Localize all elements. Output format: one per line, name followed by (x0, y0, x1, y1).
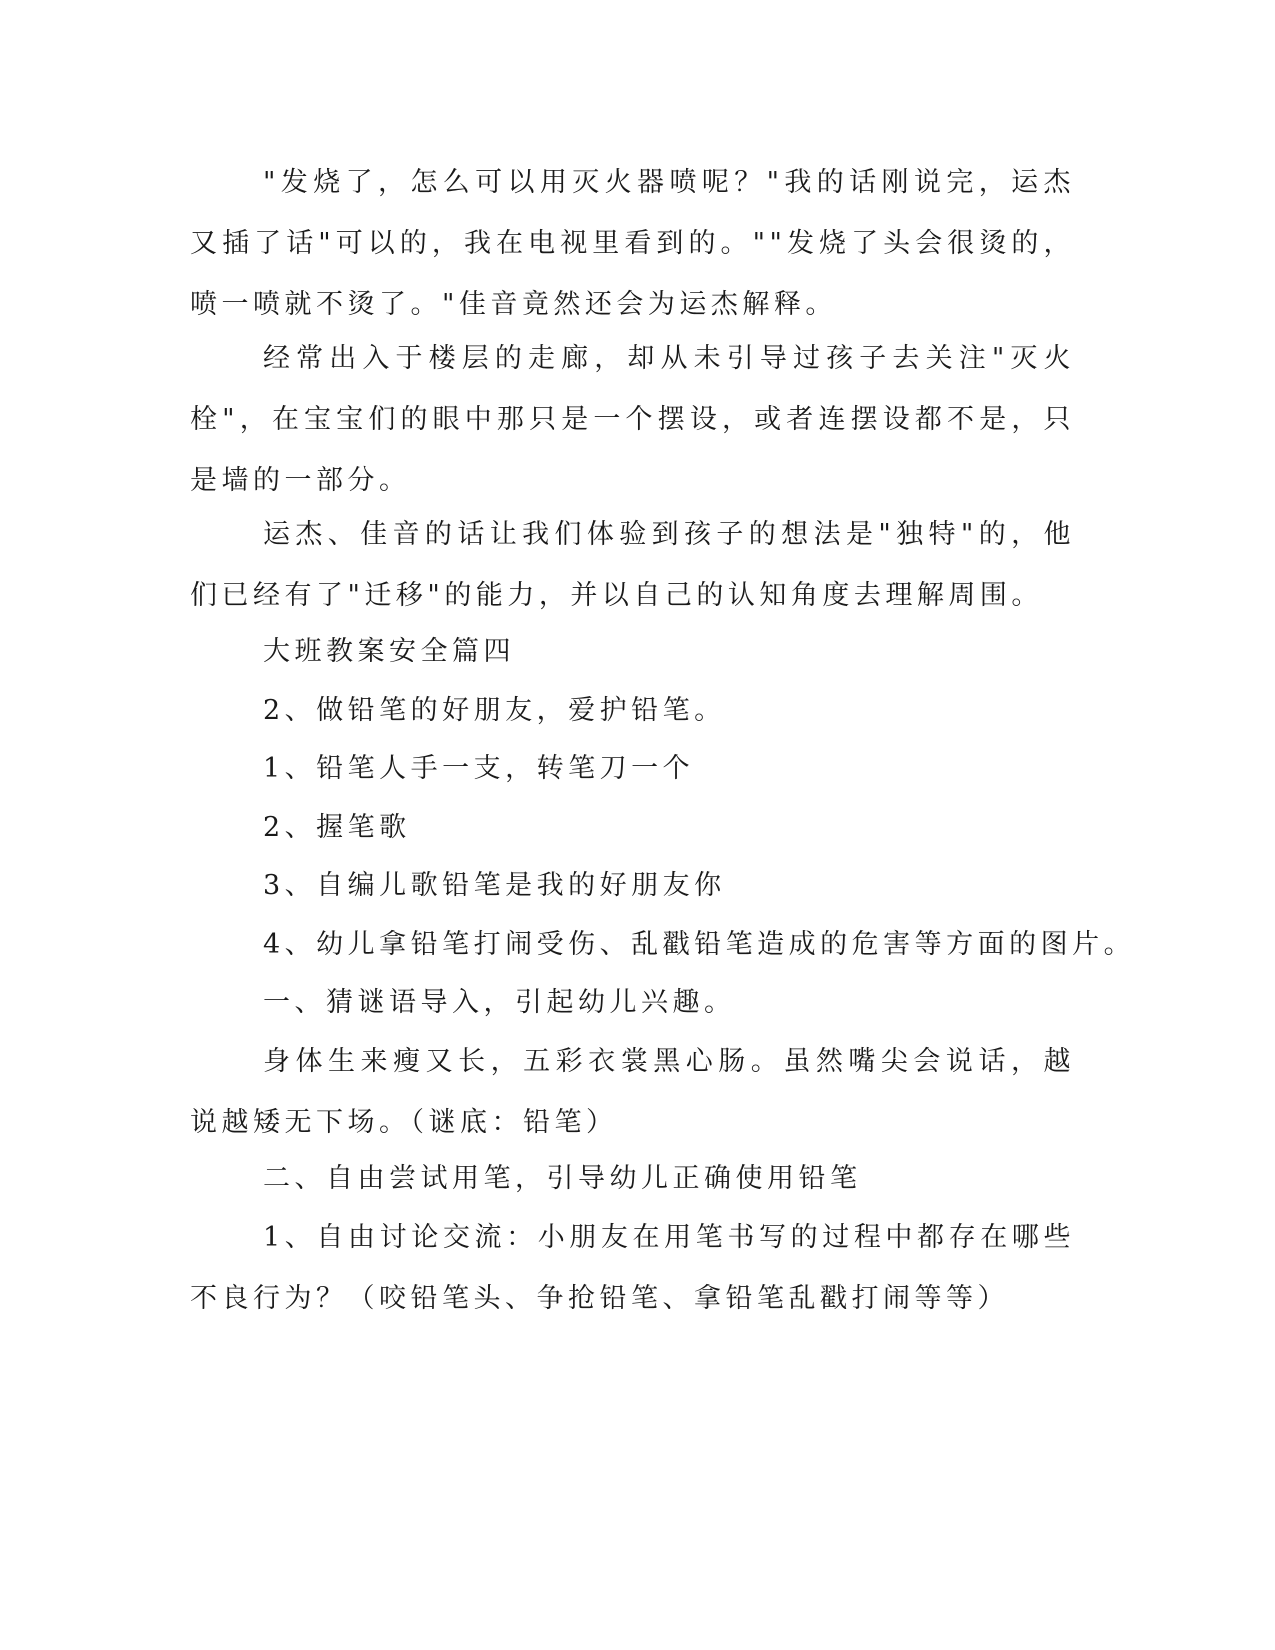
step-heading-try-pencil: 二、自由尝试用笔，引导幼儿正确使用铅笔 (263, 1163, 862, 1194)
paragraph-unique-thinking: 运杰、佳音的话让我们体验到孩子的想法是"独特"的，他们已经有了"迁移"的能力，并以自己的认知角度去理解周围。 (190, 519, 1075, 611)
list-item-material-1: 1、铅笔人手一支，转笔刀一个 (263, 753, 695, 784)
list-item-material-2: 2、握笔歌 (263, 812, 411, 843)
paragraph-fever-extinguisher: "发烧了，怎么可以用灭火器喷呢？"我的话刚说完，运杰又插了话"可以的，我在电视里看到的。""发烧了头会很烫的，喷一喷就不烫了。"佳音竟然还会为运杰解释。 (190, 167, 1075, 320)
list-item-material-3: 3、自编儿歌铅笔是我的好朋友你 (263, 870, 726, 901)
step-heading-riddle: 一、猜谜语导入，引起幼儿兴趣。 (263, 987, 736, 1018)
section-heading: 大班教案安全篇四 (263, 636, 515, 667)
paragraph-discussion: 1、自由讨论交流：小朋友在用笔书写的过程中都存在哪些不良行为？（咬铅笔头、争抢铅笔、拿铅笔乱戳打闹等等） (190, 1222, 1075, 1314)
paragraph-riddle: 身体生来瘦又长，五彩衣裳黑心肠。虽然嘴尖会说话，越说越矮无下场。（谜底：铅笔） (190, 1046, 1075, 1138)
paragraph-corridor-hydrant: 经常出入于楼层的走廊，却从未引导过孩子去关注"灭火栓"，在宝宝们的眼中那只是一个摆设，或者连摆设都不是，只是墙的一部分。 (190, 343, 1075, 496)
list-item-goal-2: 2、做铅笔的好朋友，爱护铅笔。 (263, 695, 726, 726)
list-item-material-4: 4、幼儿拿铅笔打闹受伤、乱戳铅笔造成的危害等方面的图片。 (263, 929, 1136, 960)
